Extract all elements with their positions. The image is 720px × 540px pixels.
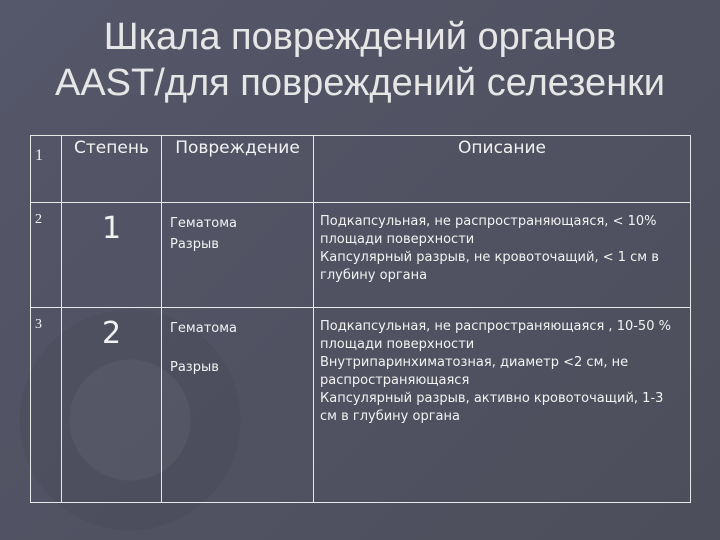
table-row bbox=[31, 308, 691, 503]
injury-type: Разрыв bbox=[170, 360, 219, 375]
description-text: Капсулярный разрыв, активно кровоточащий, 1-3 см в глубину органа bbox=[320, 391, 664, 424]
description-text: Внутрипаринхиматозная, диаметр <2 см, не распространяющаяся bbox=[320, 355, 629, 388]
table-header-row bbox=[31, 136, 691, 203]
description-cell bbox=[314, 308, 691, 503]
description-cell bbox=[314, 203, 691, 308]
injury-type: Разрыв bbox=[170, 237, 219, 252]
table-row bbox=[31, 203, 691, 308]
grade-cell: 2 bbox=[62, 308, 162, 503]
injury-cell bbox=[162, 308, 314, 503]
injury-type: Гематома bbox=[170, 321, 237, 336]
header-grade-cell: Степень bbox=[62, 136, 162, 203]
header-injury-cell: Повреждение bbox=[162, 136, 314, 203]
slide-title bbox=[0, 14, 720, 106]
description-text: Подкапсульная, не распространяющаяся, < 10% площади поверхности bbox=[320, 214, 657, 247]
header-num-cell: 1 bbox=[31, 136, 62, 203]
description-text: Капсулярный разрыв, не кровоточащий, < 1 см в глубину органа bbox=[320, 250, 659, 283]
description-text: Подкапсульная, не распространяющаяся , 10-50 % площади поверхности bbox=[320, 319, 671, 352]
header-description-cell: Описание bbox=[314, 136, 691, 203]
injury-cell bbox=[162, 203, 314, 308]
row-num-cell: 2 bbox=[31, 203, 62, 308]
title-line-2: AAST/для повреждений селезенки bbox=[54, 62, 666, 104]
grade-cell: 1 bbox=[62, 203, 162, 308]
injury-type: Гематома bbox=[170, 216, 237, 231]
aast-grading-table bbox=[30, 135, 691, 503]
title-line-1: Шкала повреждений органов bbox=[103, 16, 617, 58]
row-num-cell: 3 bbox=[31, 308, 62, 503]
